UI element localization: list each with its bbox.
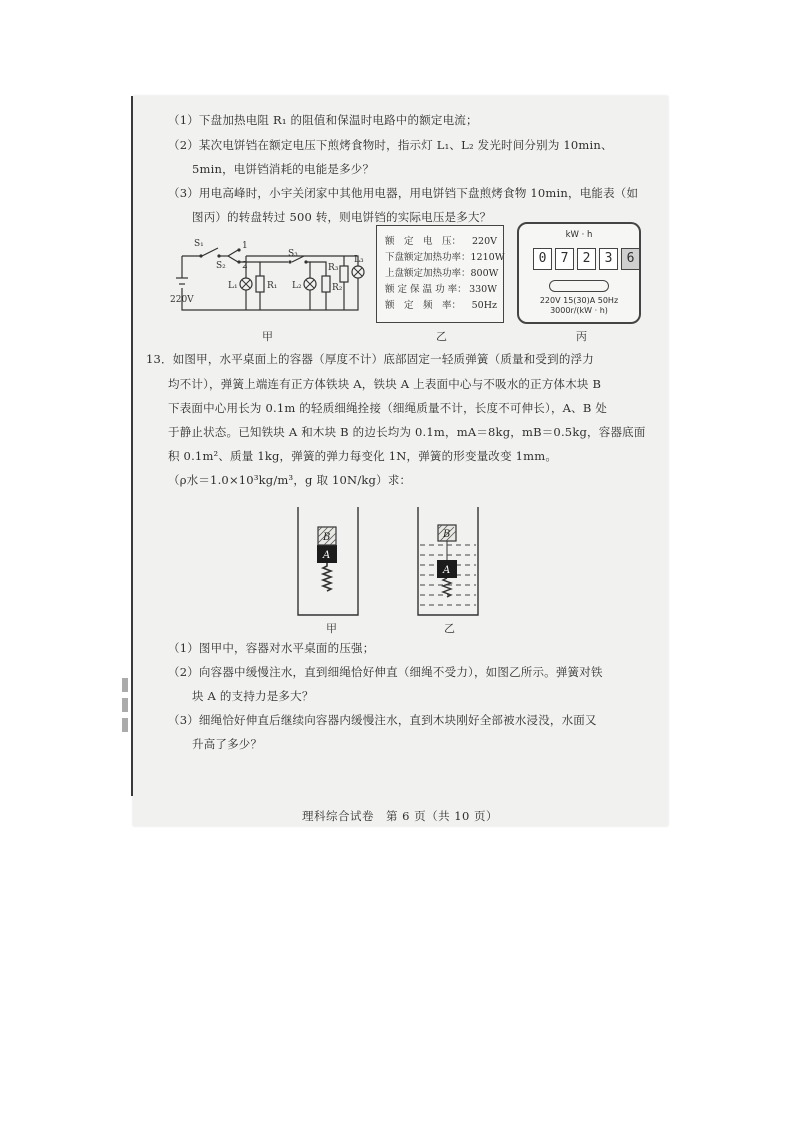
circuit-l2-label: L₂ xyxy=(292,281,302,291)
block-a-label: A xyxy=(323,550,331,561)
meter-digit: 3 xyxy=(599,248,618,270)
nameplate-row: 下盘额定加热功率： 1210W xyxy=(385,252,505,263)
q13-stem-line1: 13．如图甲，水平桌面上的容器（厚度不计）底部固定一轻质弹簧（质量和受到的浮力 xyxy=(146,352,594,366)
figure13-label-jia: 甲 xyxy=(326,622,337,635)
circuit-voltage-label: 220V xyxy=(170,295,194,305)
q12-part1: （1）下盘加热电阻 R₁ 的阻值和保温时电路中的额定电流； xyxy=(168,113,478,127)
q13-stem-line4: 于静止状态。已知铁块 A 和木块 B 的边长均为 0.1m，mA＝8kg，mB＝0.5kg，容器底面 xyxy=(168,425,646,439)
nameplate-row: 额 定 保 温 功 率： 330W xyxy=(385,284,497,295)
circuit-l1-label: L₁ xyxy=(228,281,238,291)
circuit-terminal-2: 2 xyxy=(242,261,248,271)
q13-sub2: （2）向容器中缓慢注水，直到细绳恰好伸直（细绳不受力），如图乙所示。弹簧对铁 xyxy=(168,665,603,679)
nameplate-row: 额 定 电 压： 220V xyxy=(385,236,497,247)
figure-label-yi: 乙 xyxy=(436,330,447,343)
nameplate-row: 上盘额定加热功率： 800W xyxy=(385,268,499,279)
nameplate-row: 额 定 频 率： 50Hz xyxy=(385,300,497,311)
figure-label-jia: 甲 xyxy=(262,330,273,343)
margin-marks xyxy=(122,672,132,738)
block-a-label: A xyxy=(443,565,451,576)
meter-rotating-disc xyxy=(549,280,609,292)
container-diagram-jia xyxy=(294,505,364,617)
circuit-r3-label: R₃ xyxy=(328,263,339,273)
block-b-label: B xyxy=(323,532,331,543)
q13-stem-line3: 下表面中心用长为 0.1m 的轻质细绳拴接（细绳质量不计，长度不可伸长），A、B 处 xyxy=(168,401,608,415)
q13-stem-line6: （ρ水＝1.0×10³kg/m³，g 取 10N/kg）求： xyxy=(168,473,412,487)
container-diagram-yi xyxy=(414,505,484,617)
q13-sub2-cont: 块 A 的支持力是多大？ xyxy=(192,689,314,703)
circuit-r1-label: R₁ xyxy=(267,281,278,291)
meter-digit: 7 xyxy=(555,248,574,270)
q13-stem-line5: 积 0.1m²、质量 1kg，弹簧的弹力每变化 1N，弹簧的形变量改变 1mm。 xyxy=(168,449,558,463)
meter-spec-rating: 220V 15(30)A 50Hz xyxy=(539,296,619,305)
meter-digit-decimal: 6 xyxy=(621,248,640,270)
circuit-s1-label: S₁ xyxy=(194,239,204,249)
q13-stem-line2: 均不计），弹簧上端连有正方体铁块 A，铁块 A 上表面中心与不吸水的正方体木块 B xyxy=(168,377,602,391)
q13-sub1: （1）图甲中，容器对水平桌面的压强； xyxy=(168,641,375,655)
meter-digit: 0 xyxy=(533,248,552,270)
figure-label-bing: 丙 xyxy=(576,330,587,343)
circuit-diagram xyxy=(168,232,368,320)
meter-reading xyxy=(533,248,640,270)
q12-part2-cont: 5min，电饼铛消耗的电能是多少？ xyxy=(192,162,375,176)
circuit-s3-label: S₃ xyxy=(288,249,298,259)
electric-meter xyxy=(517,222,641,324)
block-b-label: B xyxy=(443,529,451,540)
q13-sub3: （3）细绳恰好伸直后继续向容器内缓慢注水，直到木块刚好全部被水浸没，水面又 xyxy=(168,713,597,727)
circuit-r2-label: R₂ xyxy=(332,283,343,293)
circuit-s2-label: S₂ xyxy=(216,261,226,271)
q12-part3-cont: 图丙）的转盘转过 500 转，则电饼铛的实际电压是多大？ xyxy=(192,210,492,224)
circuit-terminal-1: 1 xyxy=(242,241,248,251)
meter-unit: kW · h xyxy=(565,230,593,240)
q12-part2: （2）某次电饼铛在额定电压下煎烤食物时，指示灯 L₁、L₂ 发光时间分别为 10min、 xyxy=(168,138,613,152)
figure13-label-yi: 乙 xyxy=(444,622,455,635)
page-footer: 理科综合试卷 第 6 页（共 10 页） xyxy=(301,809,499,823)
meter-digit: 2 xyxy=(577,248,596,270)
appliance-nameplate xyxy=(376,225,504,323)
q12-part3: （3）用电高峰时，小宇关闭家中其他用电器，用电饼铛下盘煎烤食物 10min，电能表（如 xyxy=(168,186,639,200)
meter-spec-constant: 3000r/(kW · h) xyxy=(550,306,608,315)
q13-sub3-cont: 升高了多少？ xyxy=(192,737,263,751)
circuit-l3-label: L₃ xyxy=(354,255,364,265)
